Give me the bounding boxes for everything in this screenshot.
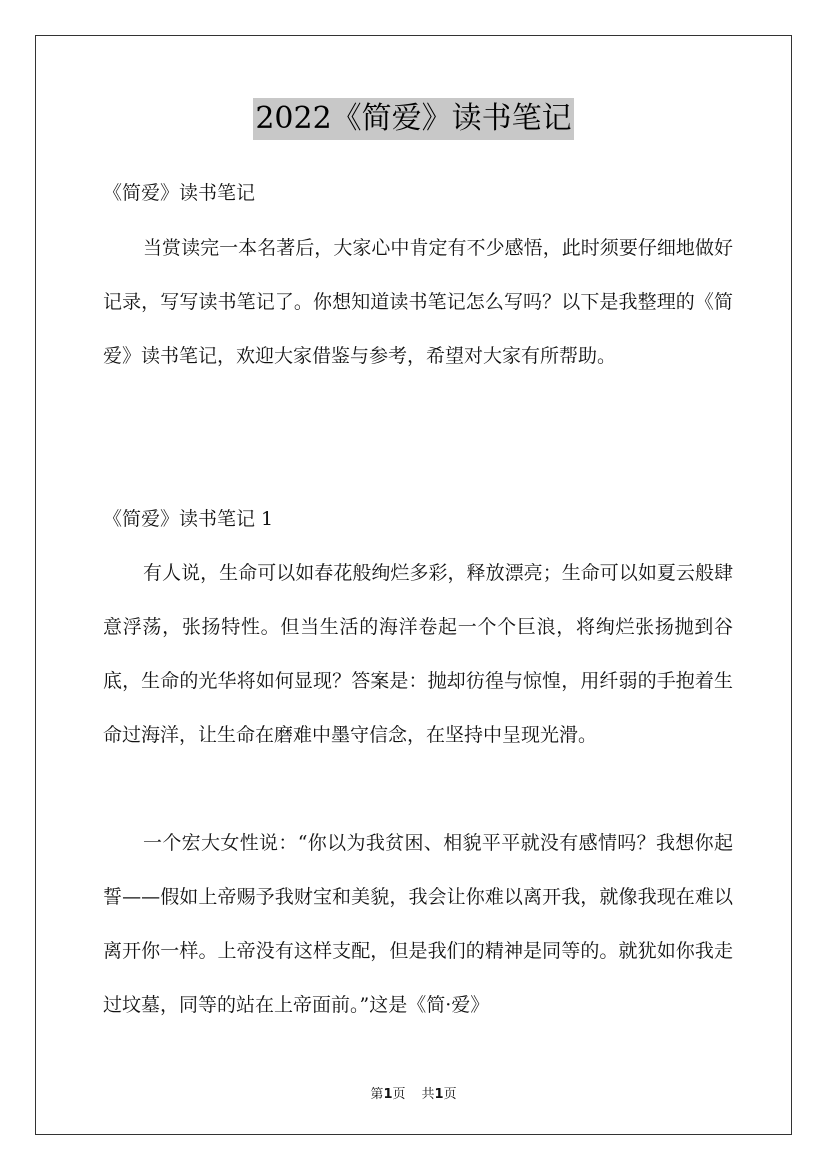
document-title-text: 2022《简爱》读书笔记	[253, 98, 573, 140]
section1-paragraph-1: 有人说，生命可以如春花般绚烂多彩，释放漂亮；生命可以如夏云般肆意浮荡，张扬特性。但当生活的海洋卷起一个个巨浪，将绚烂张扬抛到谷底，生命的光华将如何显现？答案是：抛却彷徨与惊惶，用纤弱的手抱着生命过海洋，让生命在磨难中墨守信念，在坚持中呈现光滑。	[103, 562, 733, 746]
footer-page-prefix: 第	[370, 1087, 384, 1102]
footer-total-suffix: 页	[443, 1087, 457, 1102]
footer-total-number: 1	[434, 1087, 444, 1102]
section1-heading: 《简爱》读书笔记 1	[103, 508, 274, 530]
section1-paragraph-2: 一个宏大女性说：“你以为我贫困、相貌平平就没有感情吗？我想你起誓——假如上帝赐予我财宝和美貌，我会让你难以离开我，就像我现在难以离开你一样。上帝没有这样支配，但是我们的精神是同等的。就犹如你我走过坟墓，同等的站在上帝面前。”这是《简·爱》	[103, 832, 733, 1016]
footer-page-suffix: 页	[392, 1087, 406, 1102]
page-footer	[0, 1083, 827, 1102]
intro-paragraph: 当赏读完一本名著后，大家心中肯定有不少感悟，此时须要仔细地做好记录，写写读书笔记了。你想知道读书笔记怎么写吗？以下是我整理的《简爱》读书笔记，欢迎大家借鉴与参考，希望对大家有所帮助。	[103, 237, 733, 367]
footer-total-prefix: 共	[421, 1087, 435, 1102]
footer-page-number: 1	[383, 1087, 393, 1102]
intro-heading: 《简爱》读书笔记	[103, 182, 256, 204]
document-title	[0, 98, 827, 140]
